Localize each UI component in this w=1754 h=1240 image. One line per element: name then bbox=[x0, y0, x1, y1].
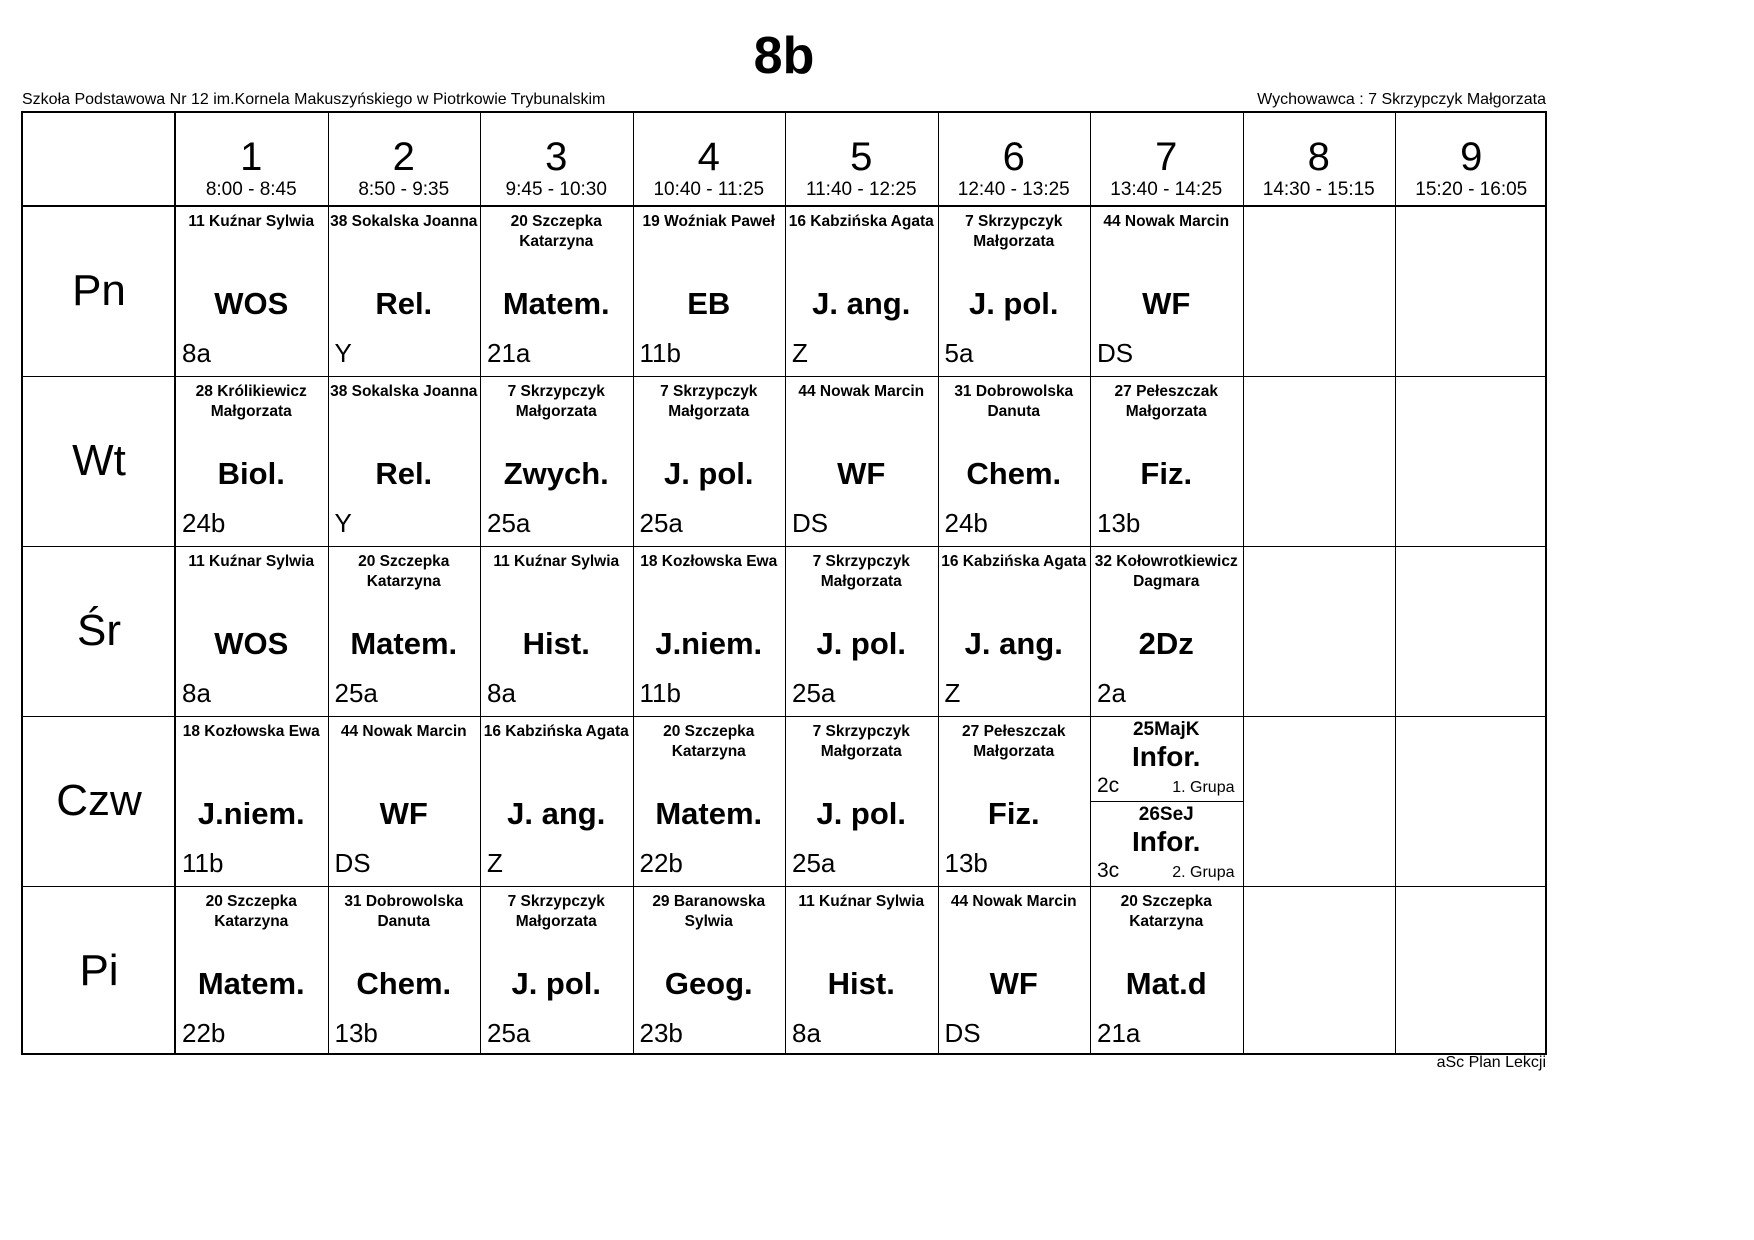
period-header bbox=[785, 113, 938, 206]
lesson-subject: Fiz. bbox=[987, 796, 1040, 831]
lesson-cell[interactable] bbox=[328, 376, 481, 546]
period-header bbox=[175, 113, 328, 206]
lesson-teacher: 31 Dobrowolska Danuta bbox=[954, 383, 1074, 420]
lesson-cell[interactable] bbox=[633, 206, 786, 376]
day-label: Pi bbox=[79, 946, 119, 995]
lesson-cell[interactable] bbox=[938, 546, 1091, 716]
period-number: 4 bbox=[697, 135, 720, 179]
lesson-teacher: 18 Kozłowska Ewa bbox=[640, 553, 778, 570]
lesson-cell[interactable] bbox=[938, 376, 1091, 546]
lesson-cell[interactable] bbox=[633, 716, 786, 886]
lesson-subject: Matem. bbox=[197, 966, 305, 1001]
lesson-cell[interactable] bbox=[480, 376, 633, 546]
lesson-subject: Chem. bbox=[966, 456, 1062, 491]
group-room: 2c bbox=[1097, 774, 1120, 797]
lesson-cell[interactable] bbox=[633, 546, 786, 716]
lesson-cell[interactable] bbox=[938, 886, 1091, 1056]
lesson-subject: J.niem. bbox=[655, 626, 763, 661]
lesson-room: 5a bbox=[944, 338, 974, 368]
lesson-cell[interactable] bbox=[175, 716, 328, 886]
lesson-room: Z bbox=[487, 848, 503, 878]
lesson-room: 25a bbox=[487, 1018, 531, 1048]
lesson-cell[interactable] bbox=[175, 546, 328, 716]
group-lesson[interactable] bbox=[1090, 716, 1243, 801]
lesson-teacher: 18 Kozłowska Ewa bbox=[182, 723, 320, 740]
lesson-room: 13b bbox=[944, 848, 988, 878]
lesson-cell[interactable] bbox=[480, 206, 633, 376]
lesson-room: 13b bbox=[1097, 508, 1141, 538]
day-label-cell bbox=[23, 376, 175, 546]
lesson-subject: EB bbox=[687, 286, 731, 321]
lesson-cell[interactable] bbox=[175, 886, 328, 1056]
lesson-teacher: 11 Kuźnar Sylwia bbox=[493, 553, 620, 570]
lesson-cell[interactable] bbox=[938, 206, 1091, 376]
lesson-teacher: 27 Pełeszczak Małgorzata bbox=[1114, 383, 1218, 420]
lesson-room: 25a bbox=[792, 848, 836, 878]
period-header bbox=[938, 113, 1091, 206]
lesson-cell[interactable] bbox=[328, 716, 481, 886]
lesson-cell[interactable] bbox=[785, 886, 938, 1056]
lesson-cell[interactable] bbox=[480, 546, 633, 716]
lesson-teacher: 20 Szczepka Katarzyna bbox=[1120, 893, 1212, 930]
lesson-subject: Matem. bbox=[502, 286, 610, 321]
lesson-room: 11b bbox=[182, 848, 224, 878]
lesson-subject: WF bbox=[989, 966, 1038, 1001]
lesson-room: 21a bbox=[487, 338, 531, 368]
lesson-teacher: 19 Woźniak Paweł bbox=[642, 213, 775, 230]
school-name: Szkoła Podstawowa Nr 12 im.Kornela Makuszyńskiego w Piotrkowie Trybunalskim bbox=[22, 91, 606, 108]
timetable-grid bbox=[21, 111, 1547, 1055]
lesson-teacher: 7 Skrzypczyk Małgorzata bbox=[965, 213, 1063, 250]
group-label: 1. Grupa bbox=[1172, 779, 1235, 796]
lesson-subject: Mat.d bbox=[1125, 966, 1207, 1001]
lesson-room: 25a bbox=[334, 678, 378, 708]
lesson-teacher: 7 Skrzypczyk Małgorzata bbox=[660, 383, 758, 420]
lesson-cell[interactable] bbox=[328, 206, 481, 376]
lesson-subject: WOS bbox=[214, 286, 289, 321]
lesson-subject: Zwych. bbox=[503, 456, 609, 491]
lesson-subject: Matem. bbox=[655, 796, 763, 831]
lesson-subject: Matem. bbox=[350, 626, 458, 661]
group-subject: Infor. bbox=[1132, 826, 1201, 857]
lesson-subject: WF bbox=[1142, 286, 1191, 321]
grid-column-divider bbox=[1243, 113, 1244, 1053]
period-header bbox=[1395, 113, 1548, 206]
lesson-cell[interactable] bbox=[480, 886, 633, 1056]
period-number: 8 bbox=[1307, 135, 1330, 179]
lesson-subject: Hist. bbox=[522, 626, 590, 661]
lesson-teacher: 44 Nowak Marcin bbox=[950, 893, 1077, 910]
lesson-teacher: 11 Kuźnar Sylwia bbox=[188, 553, 315, 570]
lesson-teacher: 16 Kabzińska Agata bbox=[483, 723, 629, 740]
lesson-subject: J. pol. bbox=[968, 286, 1059, 321]
lesson-cell[interactable] bbox=[785, 376, 938, 546]
lesson-room: 22b bbox=[182, 1018, 226, 1048]
lesson-cell[interactable] bbox=[175, 206, 328, 376]
class-title: 8b bbox=[753, 27, 815, 85]
lesson-teacher: 31 Dobrowolska Danuta bbox=[344, 893, 464, 930]
lesson-subject: J. pol. bbox=[511, 966, 602, 1001]
lesson-subject: 2Dz bbox=[1138, 626, 1194, 661]
lesson-teacher: 44 Nowak Marcin bbox=[1103, 213, 1230, 230]
lesson-subject: Fiz. bbox=[1140, 456, 1193, 491]
lesson-cell[interactable] bbox=[785, 716, 938, 886]
lesson-room: 25a bbox=[639, 508, 683, 538]
lesson-subject: WOS bbox=[214, 626, 289, 661]
lesson-subject: Rel. bbox=[375, 286, 433, 321]
lesson-room: Y bbox=[334, 338, 352, 368]
lesson-room: Y bbox=[334, 508, 352, 538]
day-label: Czw bbox=[56, 776, 142, 825]
lesson-subject: J.niem. bbox=[197, 796, 305, 831]
lesson-room: 25a bbox=[487, 508, 531, 538]
period-number: 1 bbox=[240, 135, 263, 179]
period-time: 13:40 - 14:25 bbox=[1110, 179, 1223, 200]
day-label: Wt bbox=[72, 436, 126, 485]
lesson-teacher: 28 Królikiewicz Małgorzata bbox=[195, 383, 307, 420]
lesson-cell[interactable] bbox=[938, 716, 1091, 886]
day-label: Pn bbox=[72, 266, 126, 315]
lesson-teacher: 27 Pełeszczak Małgorzata bbox=[962, 723, 1066, 760]
period-header bbox=[480, 113, 633, 206]
lesson-subject: J. pol. bbox=[816, 796, 907, 831]
lesson-teacher: 20 Szczepka Katarzyna bbox=[205, 893, 297, 930]
lesson-teacher: 7 Skrzypczyk Małgorzata bbox=[812, 553, 910, 590]
lesson-teacher: 38 Sokalska Joanna bbox=[330, 383, 478, 400]
lesson-room: 11b bbox=[639, 338, 681, 368]
period-number: 5 bbox=[850, 135, 873, 179]
lesson-room: DS bbox=[792, 508, 829, 538]
lesson-room: 11b bbox=[639, 678, 681, 708]
lesson-teacher: 20 Szczepka Katarzyna bbox=[358, 553, 450, 590]
lesson-subject: Geog. bbox=[664, 966, 753, 1001]
lesson-room: 24b bbox=[182, 508, 226, 538]
lesson-cell[interactable] bbox=[480, 716, 633, 886]
lesson-teacher: 32 Kołowrotkiewicz Dagmara bbox=[1094, 553, 1238, 590]
group-label: 2. Grupa bbox=[1172, 864, 1235, 881]
group-subject: Infor. bbox=[1132, 741, 1201, 772]
lesson-subject: J. ang. bbox=[964, 626, 1063, 661]
lesson-room: 8a bbox=[487, 678, 516, 708]
lesson-subject: J. pol. bbox=[663, 456, 754, 491]
lesson-cell[interactable] bbox=[328, 886, 481, 1056]
split-lesson-cell[interactable] bbox=[1090, 716, 1243, 886]
period-time: 8:50 - 9:35 bbox=[358, 179, 450, 200]
lesson-room: 8a bbox=[792, 1018, 821, 1048]
lesson-teacher: 7 Skrzypczyk Małgorzata bbox=[812, 723, 910, 760]
lesson-room: 2a bbox=[1097, 678, 1126, 708]
group-lesson[interactable] bbox=[1090, 801, 1243, 886]
lesson-room: Z bbox=[792, 338, 808, 368]
lesson-cell[interactable] bbox=[633, 376, 786, 546]
period-header bbox=[1243, 113, 1396, 206]
lesson-cell[interactable] bbox=[1090, 376, 1243, 546]
group-divider bbox=[1090, 801, 1243, 802]
lesson-subject: Hist. bbox=[827, 966, 895, 1001]
period-time: 9:45 - 10:30 bbox=[505, 179, 607, 200]
lesson-cell[interactable] bbox=[175, 376, 328, 546]
lesson-teacher: 20 Szczepka Katarzyna bbox=[663, 723, 755, 760]
lesson-teacher: 11 Kuźnar Sylwia bbox=[188, 213, 315, 230]
lesson-teacher: 20 Szczepka Katarzyna bbox=[510, 213, 602, 250]
period-number: 2 bbox=[392, 135, 415, 179]
lesson-cell[interactable] bbox=[633, 886, 786, 1056]
lesson-subject: J. ang. bbox=[507, 796, 606, 831]
lesson-subject: J. ang. bbox=[812, 286, 911, 321]
lesson-room: 21a bbox=[1097, 1018, 1141, 1048]
period-time: 11:40 - 12:25 bbox=[805, 179, 917, 200]
lesson-teacher: 7 Skrzypczyk Małgorzata bbox=[507, 893, 605, 930]
day-label-cell bbox=[23, 206, 175, 376]
lesson-subject: WF bbox=[379, 796, 428, 831]
period-header bbox=[633, 113, 786, 206]
period-number: 6 bbox=[1002, 135, 1025, 179]
lesson-room: DS bbox=[944, 1018, 981, 1048]
footer-credit: aSc Plan Lekcji bbox=[1436, 1054, 1546, 1071]
lesson-room: 24b bbox=[944, 508, 988, 538]
lesson-room: DS bbox=[334, 848, 371, 878]
day-label: Śr bbox=[77, 606, 121, 655]
homeroom-teacher: Wychowawca : 7 Skrzypczyk Małgorzata bbox=[1257, 91, 1546, 108]
lesson-cell[interactable] bbox=[785, 206, 938, 376]
grid-column-divider bbox=[1395, 113, 1396, 1053]
lesson-room: 8a bbox=[182, 338, 211, 368]
period-time: 12:40 - 13:25 bbox=[957, 179, 1070, 200]
lesson-teacher: 16 Kabzińska Agata bbox=[788, 213, 934, 230]
period-time: 10:40 - 11:25 bbox=[653, 179, 765, 200]
day-label-cell bbox=[23, 716, 175, 886]
lesson-teacher: 16 Kabzińska Agata bbox=[941, 553, 1087, 570]
period-header bbox=[1090, 113, 1243, 206]
lesson-teacher: 11 Kuźnar Sylwia bbox=[798, 893, 925, 910]
lesson-cell[interactable] bbox=[328, 546, 481, 716]
lesson-room: 23b bbox=[639, 1018, 683, 1048]
lesson-subject: Biol. bbox=[217, 456, 285, 491]
lesson-teacher: 38 Sokalska Joanna bbox=[330, 213, 478, 230]
lesson-room: Z bbox=[944, 678, 961, 708]
period-number: 3 bbox=[545, 135, 568, 179]
lesson-room: DS bbox=[1097, 338, 1134, 368]
period-time: 8:00 - 8:45 bbox=[205, 179, 297, 200]
lesson-room: 25a bbox=[792, 678, 836, 708]
lesson-teacher: 7 Skrzypczyk Małgorzata bbox=[507, 383, 605, 420]
lesson-subject: J. pol. bbox=[816, 626, 907, 661]
lesson-room: 13b bbox=[334, 1018, 378, 1048]
lesson-cell[interactable] bbox=[1090, 886, 1243, 1056]
group-teacher: 26SeJ bbox=[1138, 804, 1194, 825]
lesson-teacher: 29 Baranowska Sylwia bbox=[652, 893, 766, 930]
lesson-subject: WF bbox=[837, 456, 886, 491]
period-number: 7 bbox=[1155, 135, 1178, 179]
period-time: 15:20 - 16:05 bbox=[1415, 179, 1528, 200]
group-teacher: 25MajK bbox=[1132, 719, 1200, 740]
day-label-cell bbox=[23, 546, 175, 716]
lesson-cell[interactable] bbox=[1090, 206, 1243, 376]
lesson-teacher: 44 Nowak Marcin bbox=[798, 383, 925, 400]
period-number: 9 bbox=[1460, 135, 1483, 179]
lesson-room: 22b bbox=[639, 848, 683, 878]
period-time: 14:30 - 15:15 bbox=[1262, 179, 1375, 200]
lesson-cell[interactable] bbox=[1090, 546, 1243, 716]
period-header bbox=[328, 113, 481, 206]
lesson-room: 8a bbox=[182, 678, 211, 708]
lesson-subject: Chem. bbox=[356, 966, 452, 1001]
lesson-cell[interactable] bbox=[785, 546, 938, 716]
day-label-cell bbox=[23, 886, 175, 1056]
lesson-subject: Rel. bbox=[375, 456, 433, 491]
lesson-teacher: 44 Nowak Marcin bbox=[340, 723, 467, 740]
group-room: 3c bbox=[1097, 859, 1120, 882]
